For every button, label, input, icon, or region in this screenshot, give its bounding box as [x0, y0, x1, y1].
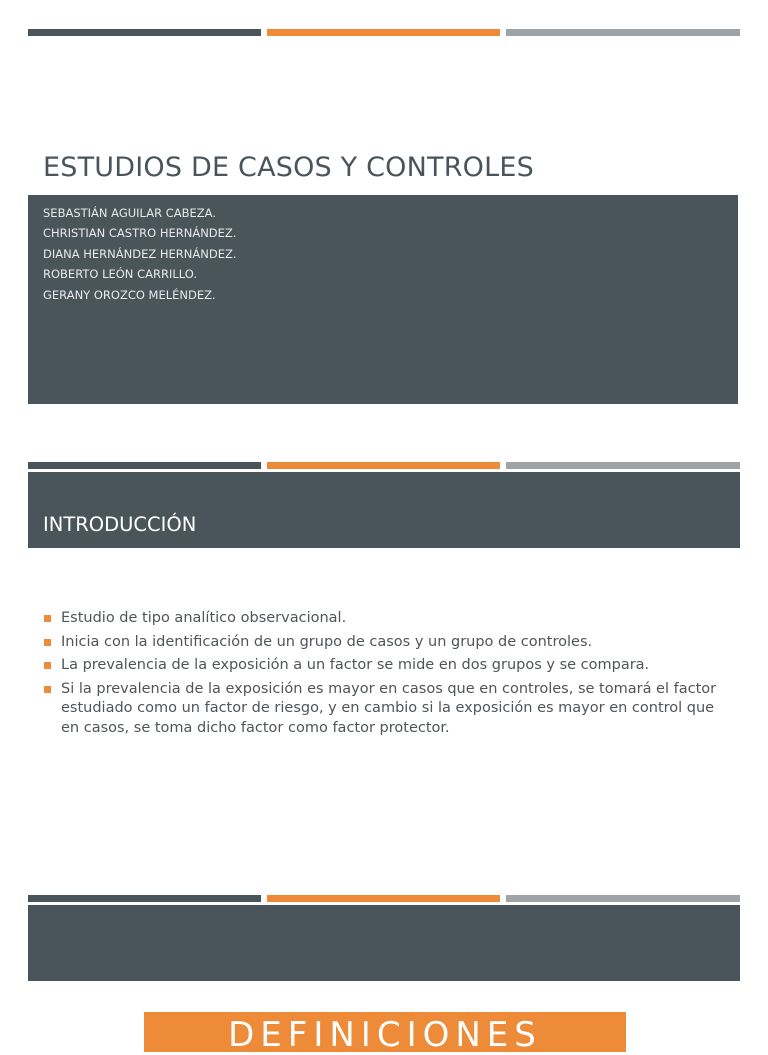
- stripe-orange: [267, 462, 500, 469]
- bullet-item: [43, 633, 733, 653]
- square-bullet-icon: [44, 639, 51, 646]
- author-item: CHRISTIAN CASTRO HERNÁNDEZ.: [43, 226, 237, 241]
- intro-header-panel: [28, 472, 740, 548]
- stripe-dark: [28, 895, 261, 902]
- slide2-top-stripes: [28, 462, 740, 469]
- slide3-header-panel: [28, 905, 740, 981]
- bullet-item: [43, 680, 733, 739]
- bullet-text: Si la prevalencia de la exposición es mayor en casos que en controles, se tomará el factor estudiado como un factor de riesgo, y en cambio si la exposición es mayor en control que en casos, se toma dicho factor como factor protector.: [61, 680, 717, 736]
- square-bullet-icon: [44, 686, 51, 693]
- square-bullet-icon: [44, 662, 51, 669]
- bullet-text: La prevalencia de la exposición a un factor se mide en dos grupos y se compara.: [61, 657, 650, 673]
- slide1-top-stripes: [28, 29, 740, 36]
- stripe-orange: [267, 895, 500, 902]
- intro-title: INTRODUCCIÓN: [43, 513, 197, 536]
- bullet-text: Estudio de tipo analítico observacional.: [61, 610, 347, 626]
- square-bullet-icon: [44, 615, 51, 622]
- bullet-item: [43, 609, 733, 629]
- author-item: SEBASTIÁN AGUILAR CABEZA.: [43, 206, 216, 220]
- definitions-banner: [144, 1012, 626, 1055]
- definitions-title: DEFINICIONES: [228, 1015, 542, 1055]
- stripe-dark: [28, 29, 261, 36]
- stripe-dark: [28, 462, 261, 469]
- stripe-gray: [506, 29, 740, 36]
- slide1-title: ESTUDIOS DE CASOS Y CONTROLES: [43, 152, 534, 183]
- intro-bullet-list: [43, 609, 733, 742]
- authors-panel: [28, 195, 738, 404]
- slide3-top-stripes: [28, 895, 740, 902]
- bullet-item: [43, 656, 733, 676]
- author-item: ROBERTO LEÓN CARRILLO.: [43, 267, 197, 282]
- stripe-orange: [267, 29, 500, 36]
- author-item: GERANY OROZCO MELÉNDEZ.: [43, 287, 216, 302]
- bullet-text: Inicia con la identificación de un grupo de casos y un grupo de controles.: [61, 633, 593, 650]
- author-item: DIANA HERNÁNDEZ HERNÁNDEZ.: [43, 246, 237, 261]
- stripe-gray: [506, 462, 740, 469]
- stripe-gray: [506, 895, 740, 902]
- authors-list: [43, 203, 237, 305]
